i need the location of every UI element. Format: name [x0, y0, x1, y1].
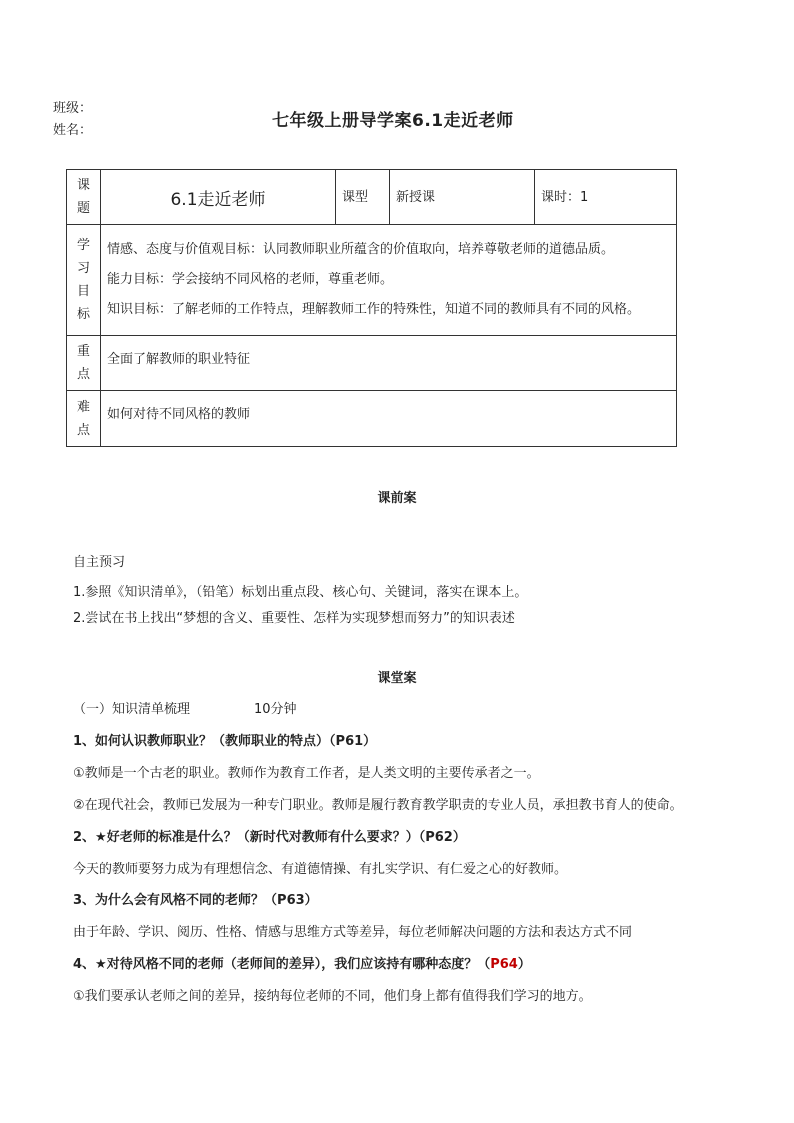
topic-row: [67, 170, 677, 225]
pre-class-item-1: 1.参照《知识清单》，（铅笔）标划出重点段、核心句、关键词，落实在课本上。: [73, 585, 528, 600]
goal-knowledge: 知识目标：了解老师的工作特点，理解教师工作的特殊性，知道不同的教师具有不同的风格。: [107, 302, 641, 317]
question-4-page: P64: [490, 957, 518, 972]
answer-4: ①我们要承认老师之间的差异，接纳每位老师的不同，他们身上都有值得我们学习的地方。: [73, 989, 592, 1004]
difficulty-value: 如何对待不同风格的教师: [101, 391, 677, 447]
part-time: 10分钟: [254, 702, 297, 717]
question-4: [73, 953, 531, 972]
question-4-close: ）: [517, 957, 531, 972]
difficulty-label: 难 点: [67, 391, 101, 447]
type-value: 新授课: [390, 170, 535, 225]
question-1: 1、如何认识教师职业？（教师职业的特点）（P61）: [73, 734, 377, 749]
key-row: [67, 336, 677, 391]
key-label: 重 点: [67, 336, 101, 391]
answer-2: 今天的教师要努力成为有理想信念、有道德情操、有扎实学识、有仁爱之心的好教师。: [73, 862, 568, 877]
goals-label: 学 习 目 标: [67, 225, 101, 336]
goals-content: [101, 225, 677, 336]
name-label: 姓名：: [53, 123, 93, 138]
goals-row: [67, 225, 677, 336]
difficulty-row: [67, 391, 677, 447]
question-3: 3、为什么会有风格不同的老师？（P63）: [73, 893, 318, 908]
question-2: 2、★好老师的标准是什么？（新时代对教师有什么要求？）（P62）: [73, 830, 466, 845]
page-title: 七年级上册导学案6.1走近老师: [272, 111, 514, 131]
pre-class-item-2: 2.尝试在书上找出“梦想的含义、重要性、怎样为实现梦想而努力”的知识表述: [73, 611, 515, 626]
answer-1a: ①教师是一个古老的职业。教师作为教育工作者，是人类文明的主要传承者之一。: [73, 766, 540, 781]
lesson-info-table: [66, 169, 677, 447]
goal-ability: 能力目标：学会接纳不同风格的老师，尊重老师。: [107, 272, 394, 287]
self-study-heading: 自主预习: [73, 555, 126, 570]
topic-label: 课 题: [67, 170, 101, 225]
part-title: （一）知识清单梳理: [73, 702, 191, 717]
answer-3: 由于年龄、学识、阅历、性格、情感与思维方式等差异，每位老师解决问题的方法和表达方式不同: [73, 925, 633, 940]
answer-1b: ②在现代社会，教师已发展为一种专门职业。教师是履行教育教学职责的专业人员，承担教书育人的使命。: [73, 798, 683, 813]
key-value: 全面了解教师的职业特征: [101, 336, 677, 391]
question-4-text: 4、★对待风格不同的老师（老师间的差异），我们应该持有哪种态度？（: [73, 957, 491, 972]
goal-emotion: 情感、态度与价值观目标：认同教师职业所蕴含的价值取向，培养尊敬老师的道德品质。: [107, 242, 615, 257]
type-label: 课型: [336, 170, 390, 225]
pre-class-heading: 课前案: [377, 491, 417, 506]
period-value: 课时：1: [535, 170, 677, 225]
class-label: 班级：: [53, 101, 93, 116]
topic-value: 6.1走近老师: [101, 170, 336, 225]
in-class-heading: 课堂案: [377, 671, 417, 686]
